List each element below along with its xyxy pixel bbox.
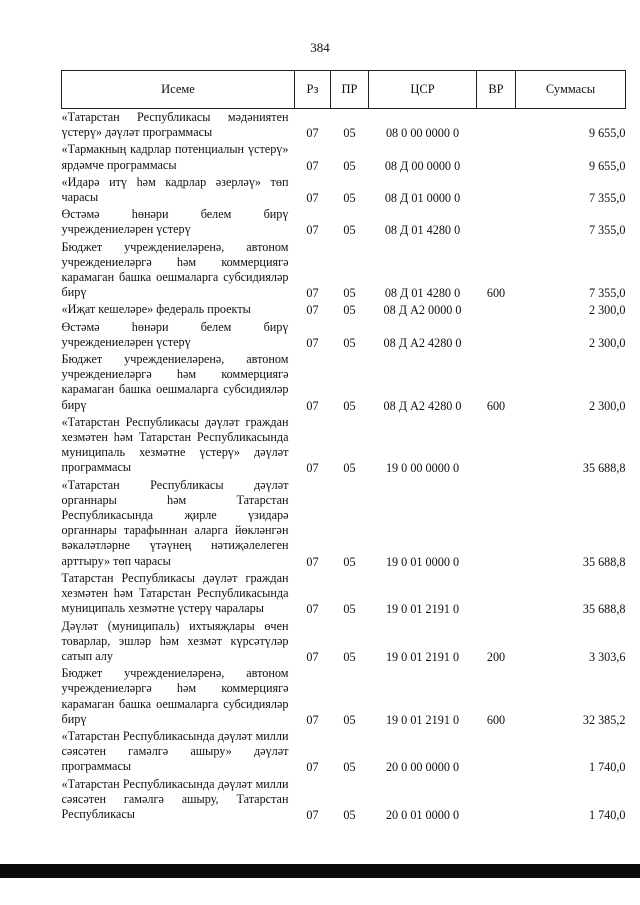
cell-pr: 05	[343, 303, 356, 318]
column-header-name: Исеме	[62, 71, 295, 109]
cell-sum: 2 300,0	[588, 398, 626, 413]
cell-vr	[477, 776, 516, 824]
cell-pr: 05	[343, 554, 356, 569]
table-row	[62, 141, 626, 173]
cell-rz: 07	[306, 602, 319, 617]
cell-rz: 07	[306, 335, 319, 350]
cell-name: «Татарстан Республикасы мәдәниятен үстерү» дәүләт программасы	[61, 110, 289, 140]
cell-csr: 08 Д 00 0000 0	[384, 158, 461, 173]
cell-name: «Татарстан Республикасы дәүләт органнары һәм Татарстан Республикасында җирле үзидарә органнары тарафыннан аларга йөкләнгән вәкаләтләрне үтәүнең нәтиҗәлелеген арттыру» төп чарасы	[61, 477, 289, 568]
cell-name: Өстәмә һөнәри белем бирү учреждениеләрен үстерү	[61, 207, 289, 237]
cell-sum: 7 355,0	[588, 191, 626, 206]
cell-pr: 05	[343, 760, 356, 775]
cell-sum: 9 655,0	[588, 158, 626, 173]
cell-vr	[477, 206, 516, 238]
cell-pr: 05	[343, 191, 356, 206]
cell-pr: 05	[343, 126, 356, 141]
cell-sum: 35 688,8	[582, 602, 626, 617]
cell-vr	[477, 477, 516, 570]
cell-vr	[477, 301, 516, 318]
table-row	[62, 414, 626, 477]
cell-csr: 19 0 01 2191 0	[385, 649, 460, 664]
cell-name: «Идарә итү һәм кадрлар әзерләү» төп чарасы	[61, 174, 289, 205]
cell-rz: 07	[306, 554, 319, 569]
cell-rz: 07	[306, 191, 319, 206]
cell-sum: 9 655,0	[588, 126, 626, 141]
cell-sum: 35 688,8	[582, 554, 626, 569]
cell-csr: 08 Д А2 4280 0	[383, 335, 462, 350]
table-row	[62, 301, 626, 318]
cell-csr: 19 0 00 0000 0	[385, 461, 460, 476]
cell-rz: 07	[306, 398, 319, 413]
cell-name: Татарстан Республикасы дәүләт граждан хезмәтен һәм Татарстан Республикасында муниципаль хезмәтне үстерү чаралары	[61, 570, 289, 616]
cell-vr: 600	[486, 712, 506, 727]
cell-csr: 19 0 01 0000 0	[385, 554, 460, 569]
cell-pr: 05	[343, 335, 356, 350]
cell-vr: 600	[486, 286, 506, 301]
cell-name: «Татарстан Республикасында дәүләт милли сәясәтен гамәлгә ашыру» дәүләт программасы	[61, 728, 289, 774]
cell-pr: 05	[343, 649, 356, 664]
cell-rz: 07	[306, 760, 319, 775]
table-row	[62, 239, 626, 302]
cell-pr: 05	[343, 286, 356, 301]
cell-pr: 05	[343, 398, 356, 413]
cell-vr	[477, 414, 516, 477]
cell-name: Өстәмә һөнәри белем бирү учреждениеләрен үстерү	[61, 319, 289, 349]
cell-sum: 35 688,8	[582, 461, 626, 476]
cell-vr	[477, 141, 516, 173]
page-number: 384	[310, 40, 330, 55]
cell-pr: 05	[343, 602, 356, 617]
cell-sum: 7 355,0	[588, 223, 626, 238]
cell-vr	[477, 319, 516, 351]
scan-edge-bar	[0, 864, 640, 878]
table-row	[62, 665, 626, 728]
cell-pr: 05	[343, 461, 356, 476]
cell-vr	[477, 570, 516, 618]
cell-name: Бюджет учреждениеләренә, автоном учреждениеләргә һәм коммерциягә карамаган башка оешмаларга субсидияләр бирү	[61, 239, 289, 300]
cell-sum: 7 355,0	[588, 286, 626, 301]
cell-csr: 20 0 00 0000 0	[385, 760, 460, 775]
cell-sum: 2 300,0	[588, 303, 626, 318]
cell-name: «Татарстан Республикасы дәүләт граждан хезмәтен һәм Татарстан Республикасында муниципаль хезмәтне үстерү» дәүләт программасы	[61, 414, 289, 475]
cell-pr: 05	[343, 712, 356, 727]
cell-sum: 3 303,6	[588, 649, 626, 664]
cell-sum: 32 385,2	[582, 712, 626, 727]
cell-csr: 08 Д А2 4280 0	[383, 398, 462, 413]
cell-rz: 07	[306, 807, 319, 822]
table-row	[62, 570, 626, 618]
column-header-pr: ПР	[331, 71, 369, 109]
cell-rz: 07	[306, 461, 319, 476]
table-row	[62, 477, 626, 570]
cell-rz: 07	[306, 712, 319, 727]
table-row	[62, 728, 626, 776]
table-body	[62, 109, 626, 824]
cell-rz: 07	[306, 649, 319, 664]
cell-sum: 2 300,0	[588, 335, 626, 350]
column-header-vr: ВР	[477, 71, 516, 109]
cell-name: Бюджет учреждениеләренә, автоном учреждениеләргә һәм коммерциягә карамаган башка оешмаларга субсидияләр бирү	[61, 666, 289, 726]
table-row	[62, 776, 626, 824]
cell-sum: 1 740,0	[588, 807, 626, 822]
cell-rz: 07	[306, 223, 319, 238]
cell-rz: 07	[306, 303, 319, 318]
cell-csr: 08 0 00 0000 0	[385, 126, 460, 141]
table-row	[62, 319, 626, 351]
cell-vr	[477, 174, 516, 206]
cell-rz: 07	[306, 126, 319, 141]
cell-csr: 08 Д 01 4280 0	[384, 223, 461, 238]
cell-name: Бюджет учреждениеләренә, автоном учреждениеләргә һәм коммерциягә карамаган башка оешмаларга субсидияләр бирү	[61, 352, 289, 412]
budget-table	[61, 70, 626, 823]
table-row	[62, 351, 626, 414]
cell-vr	[477, 109, 516, 142]
column-header-sum: Суммасы	[516, 71, 626, 109]
cell-sum: 1 740,0	[588, 760, 626, 775]
cell-name: «Иҗат кешеләре» федераль проекты	[61, 302, 251, 317]
cell-csr: 20 0 01 0000 0	[385, 807, 460, 822]
cell-vr: 600	[486, 398, 506, 413]
table-row	[62, 618, 626, 666]
cell-vr	[477, 728, 516, 776]
cell-rz: 07	[306, 286, 319, 301]
cell-pr: 05	[343, 807, 356, 822]
cell-csr: 08 Д 01 4280 0	[384, 286, 461, 301]
table-row	[62, 174, 626, 206]
cell-name: «Татарстан Республикасында дәүләт милли сәясәтен гамәлгә ашыру, Татарстан Республикасы	[61, 776, 289, 821]
column-header-csr: ЦСР	[369, 71, 477, 109]
cell-vr: 200	[486, 649, 506, 664]
cell-name: Дәүләт (муниципаль) ихтыяҗлары өчен товарлар, эшләр һәм хезмәт күрсәтүләр сатып алу	[61, 618, 289, 663]
table-header-row	[62, 71, 626, 109]
cell-pr: 05	[343, 158, 356, 173]
cell-pr: 05	[343, 223, 356, 238]
cell-rz: 07	[306, 158, 319, 173]
table-row	[62, 206, 626, 238]
table-row	[62, 109, 626, 142]
cell-csr: 08 Д А2 0000 0	[383, 303, 462, 318]
cell-name: «Тармакның кадрлар потенциалын үстерү» ярдәмче программасы	[61, 142, 289, 172]
cell-csr: 19 0 01 2191 0	[385, 602, 460, 617]
column-header-rz: Рз	[295, 71, 331, 109]
cell-csr: 08 Д 01 0000 0	[384, 191, 461, 206]
cell-csr: 19 0 01 2191 0	[385, 712, 460, 727]
